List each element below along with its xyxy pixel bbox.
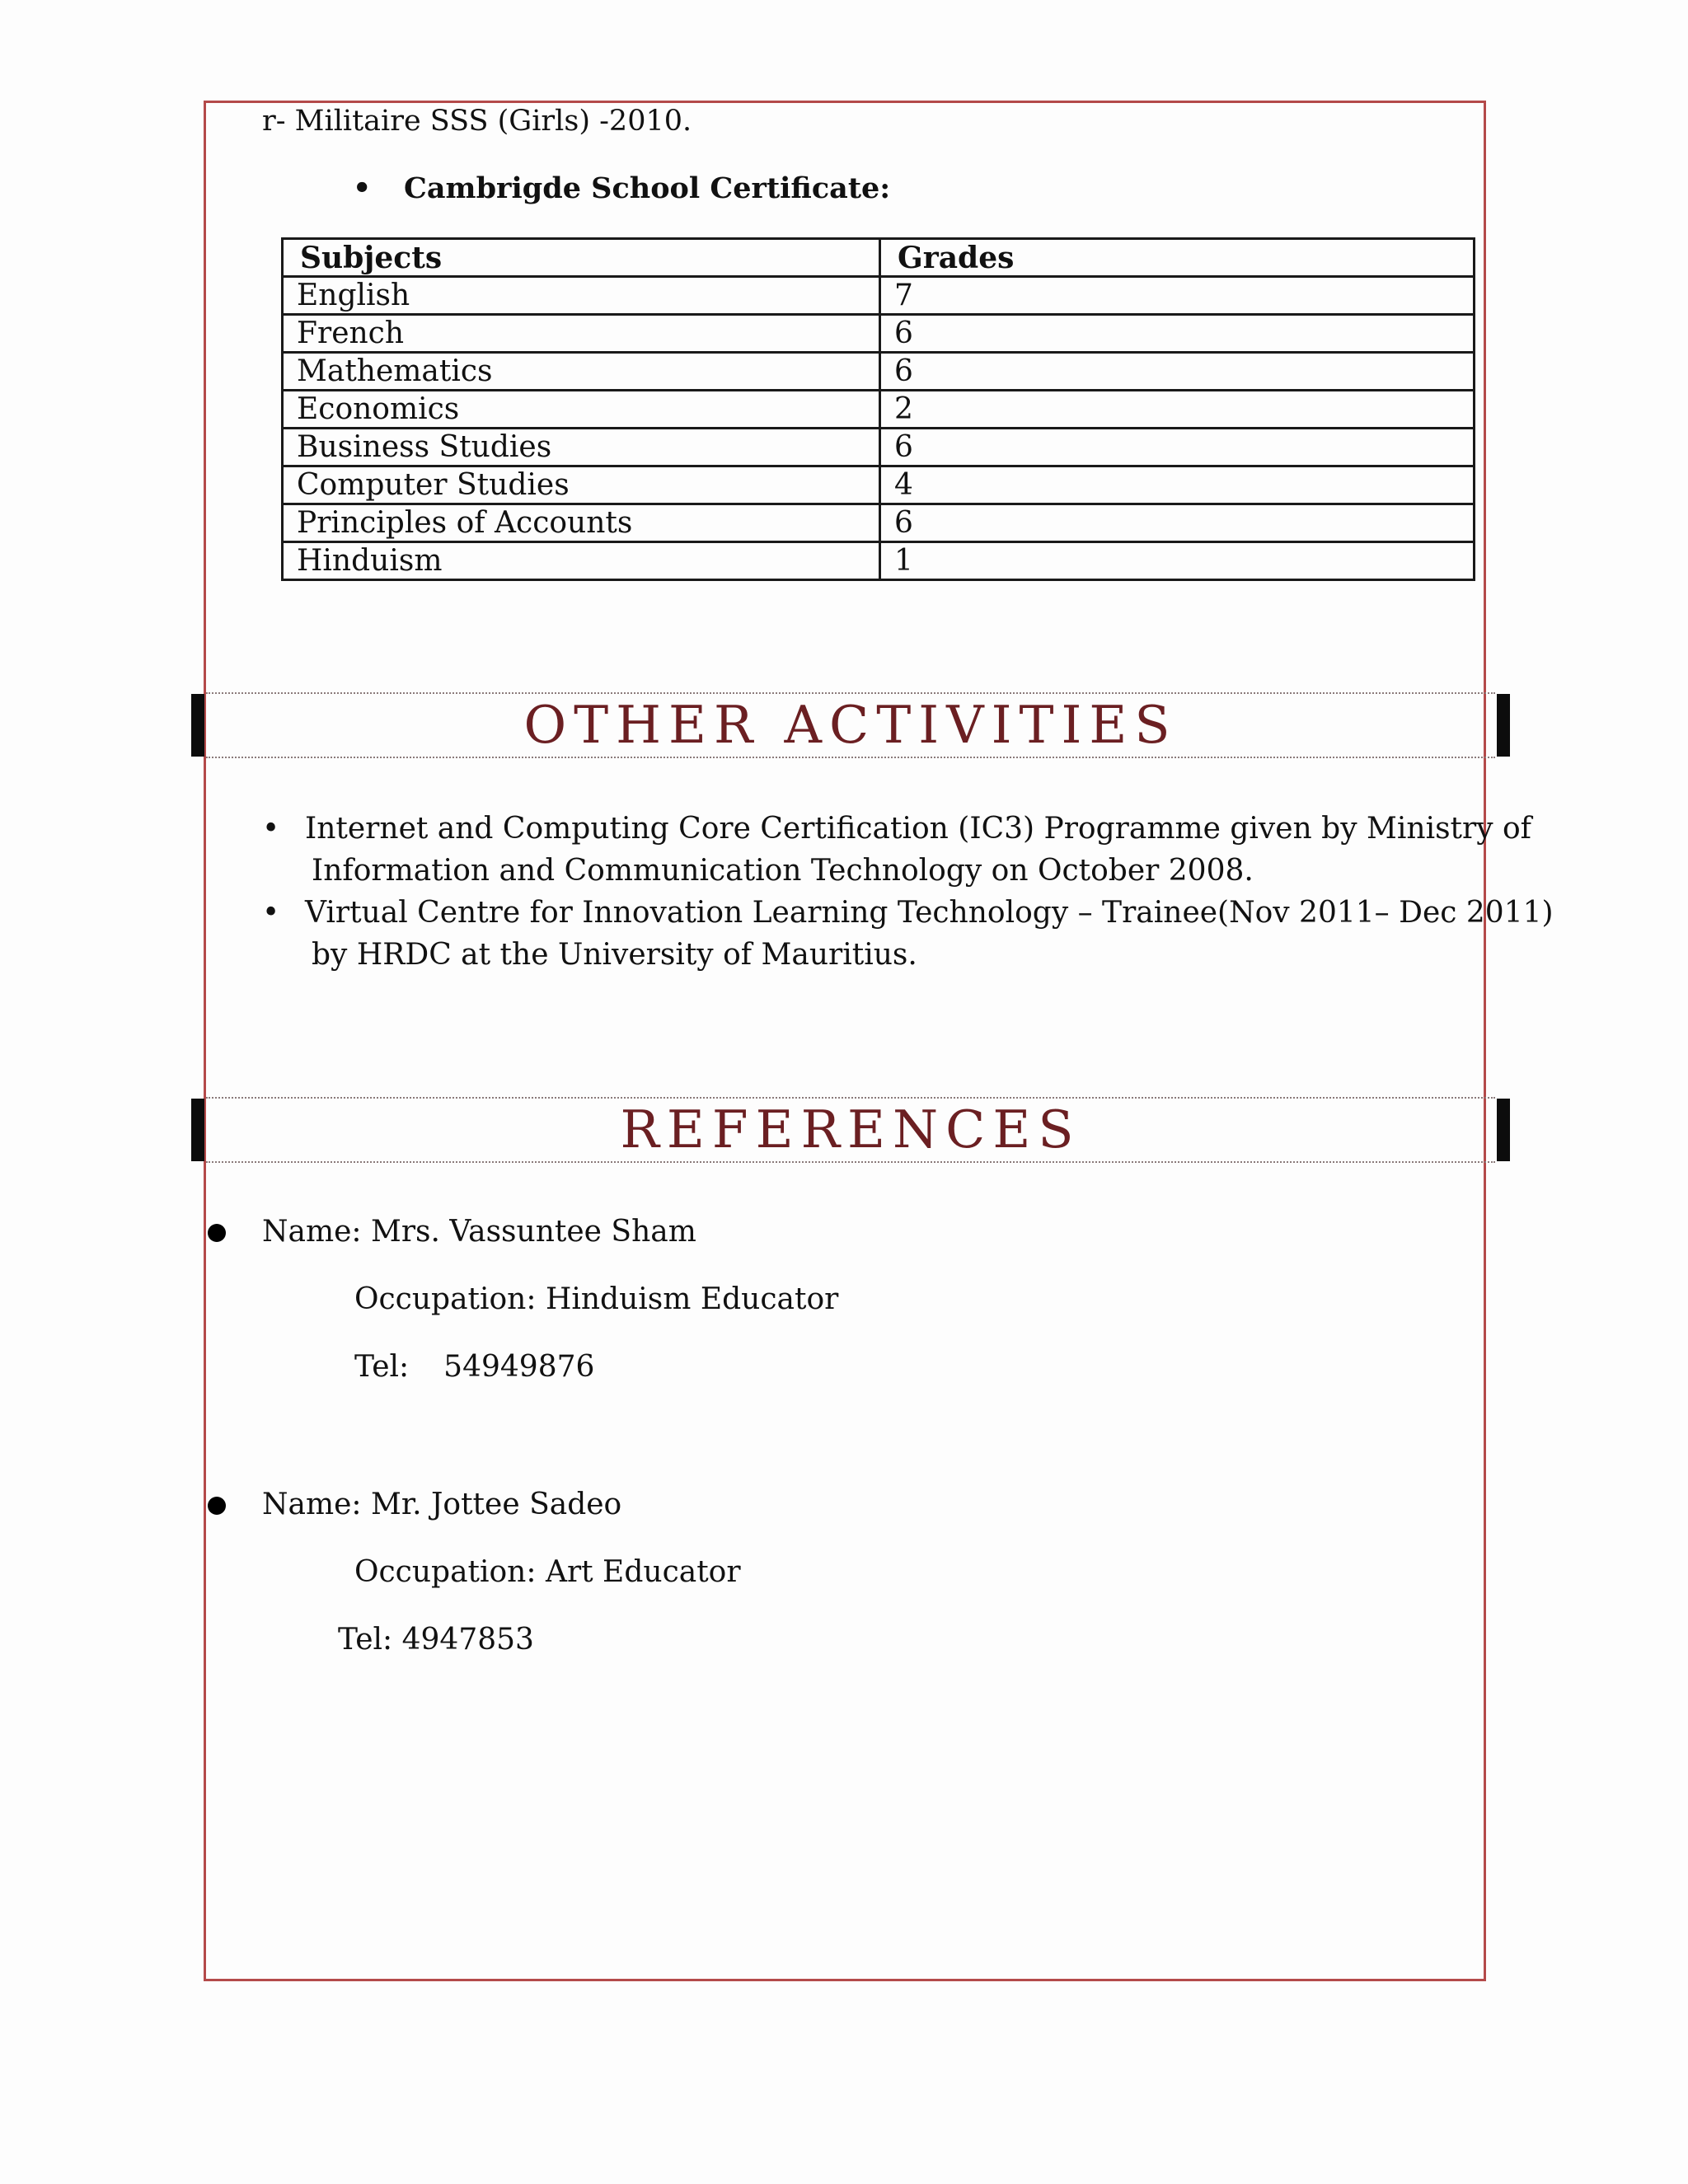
grade-cell: 6 [880, 353, 1475, 391]
grade-cell: 7 [880, 277, 1475, 315]
tel-label: Tel: [354, 1350, 410, 1384]
other-activities-banner [191, 692, 1510, 758]
reference-occupation: Occupation: Hinduism Educator [354, 1282, 839, 1316]
bullet-icon: • [353, 171, 372, 205]
reference-occupation: Occupation: Art Educator [354, 1555, 741, 1589]
table-row [283, 315, 1475, 353]
table-row [283, 391, 1475, 429]
bullet-dot-icon [208, 1224, 226, 1242]
table-row [283, 504, 1475, 542]
activity-text-line: Internet and Computing Core Certification (IC3) Programme given by Ministry of [305, 812, 1532, 846]
header-grades: Grades [880, 239, 1475, 277]
certificate-title: Cambrigde School Certificate: [404, 171, 891, 205]
subject-cell: Business Studies [283, 429, 880, 466]
list-item [256, 892, 1554, 976]
subject-cell: Mathematics [283, 353, 880, 391]
table-row [283, 542, 1475, 580]
grade-cell: 4 [880, 466, 1475, 504]
certificate-heading [353, 168, 890, 209]
reference-telephone: Tel: 4947853 [338, 1623, 534, 1657]
references-heading: REFERENCES [620, 1099, 1081, 1160]
grade-cell: 2 [880, 391, 1475, 429]
bullet-icon: • [262, 812, 280, 846]
list-item [256, 808, 1532, 892]
table-header-row [283, 239, 1475, 277]
header-subjects: Subjects [283, 239, 880, 277]
bullet-dot-icon [208, 1497, 226, 1515]
other-activities-heading: OTHER ACTIVITIES [523, 695, 1178, 755]
grades-table [281, 237, 1475, 581]
table-row [283, 277, 1475, 315]
table-row [283, 466, 1475, 504]
tel-number: 54949876 [443, 1350, 595, 1384]
subject-cell: Principles of Accounts [283, 504, 880, 542]
reference-name: Name: Mr. Jottee Sadeo [262, 1488, 622, 1521]
grade-cell: 1 [880, 542, 1475, 580]
subject-cell: English [283, 277, 880, 315]
subject-cell: Computer Studies [283, 466, 880, 504]
activity-text-line: by HRDC at the University of Mauritius. [312, 938, 917, 972]
grade-cell: 6 [880, 315, 1475, 353]
grade-cell: 6 [880, 429, 1475, 466]
subject-cell: French [283, 315, 880, 353]
references-banner [191, 1097, 1510, 1163]
subject-cell: Economics [283, 391, 880, 429]
grade-cell: 6 [880, 504, 1475, 542]
reference-telephone [354, 1347, 594, 1388]
activities-list [256, 808, 1554, 976]
reference-name: Name: Mrs. Vassuntee Sham [262, 1215, 696, 1249]
activity-text-line: Virtual Centre for Innovation Learning Technology – Trainee(Nov 2011– Dec 2011) [305, 896, 1554, 930]
bullet-icon: • [262, 896, 280, 930]
activity-text-line: Information and Communication Technology on October 2008. [312, 854, 1254, 888]
subject-cell: Hinduism [283, 542, 880, 580]
table-row [283, 353, 1475, 391]
education-continuation-line: r- Militaire SSS (Girls) -2010. [262, 105, 692, 138]
table-row [283, 429, 1475, 466]
